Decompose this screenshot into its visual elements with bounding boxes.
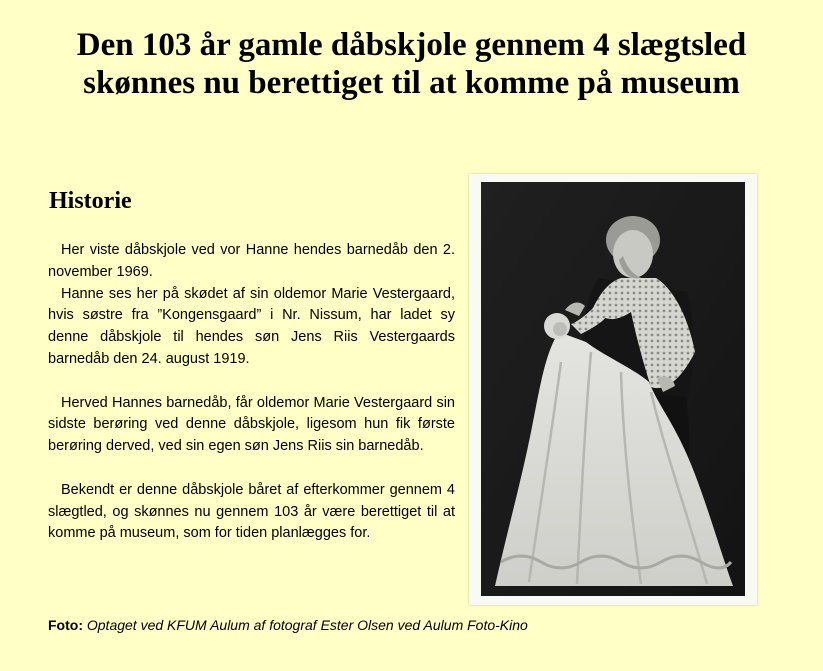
title-line-1: Den 103 år gamle dåbskjole gennem 4 slægtsled	[76, 27, 747, 63]
page-title	[0, 26, 823, 102]
body-text	[48, 240, 455, 545]
paragraph-2: Hanne ses her på skødet af sin oldemor Marie Vestergaard, hvis søstre fra ”Kongensgaard” i Nr. Nissum, har ladet sy denne dåbskjole til hendes søn Jens Riis Vestergaards barnedåb den 24. august 1919.	[48, 285, 455, 367]
paragraph-3: Herved Hannes barnedåb, får oldemor Marie Vestergaard sin sidste berøring ved denne dåbskjole, ligesom hun fik første berøring derved, ved sin egen søn Jens Riis sin barnedåb.	[48, 394, 455, 455]
credit-label: Foto:	[48, 617, 83, 633]
section-heading: Historie	[49, 188, 132, 214]
photo-frame	[469, 174, 757, 605]
paragraph-4: Bekendt er denne dåbskjole båret af efterkommer gennem 4 slægtled, og skønnes nu gennem 103 år være berettiget til at komme på museum, som for tiden planlægges for.	[48, 481, 455, 542]
credit-text: Optaget ved KFUM Aulum af fotograf Ester Olsen ved Aulum Foto-Kino	[86, 617, 528, 633]
woman-face	[613, 230, 653, 278]
christening-photo	[481, 182, 745, 596]
title-line-2: skønnes nu berettiget til at komme på museum	[83, 65, 740, 101]
baby-face	[553, 322, 567, 336]
photo-credit	[48, 617, 528, 633]
paragraph-1: Her viste dåbskjole ved vor Hanne hendes barnedåb den 2. november 1969.	[48, 242, 455, 280]
